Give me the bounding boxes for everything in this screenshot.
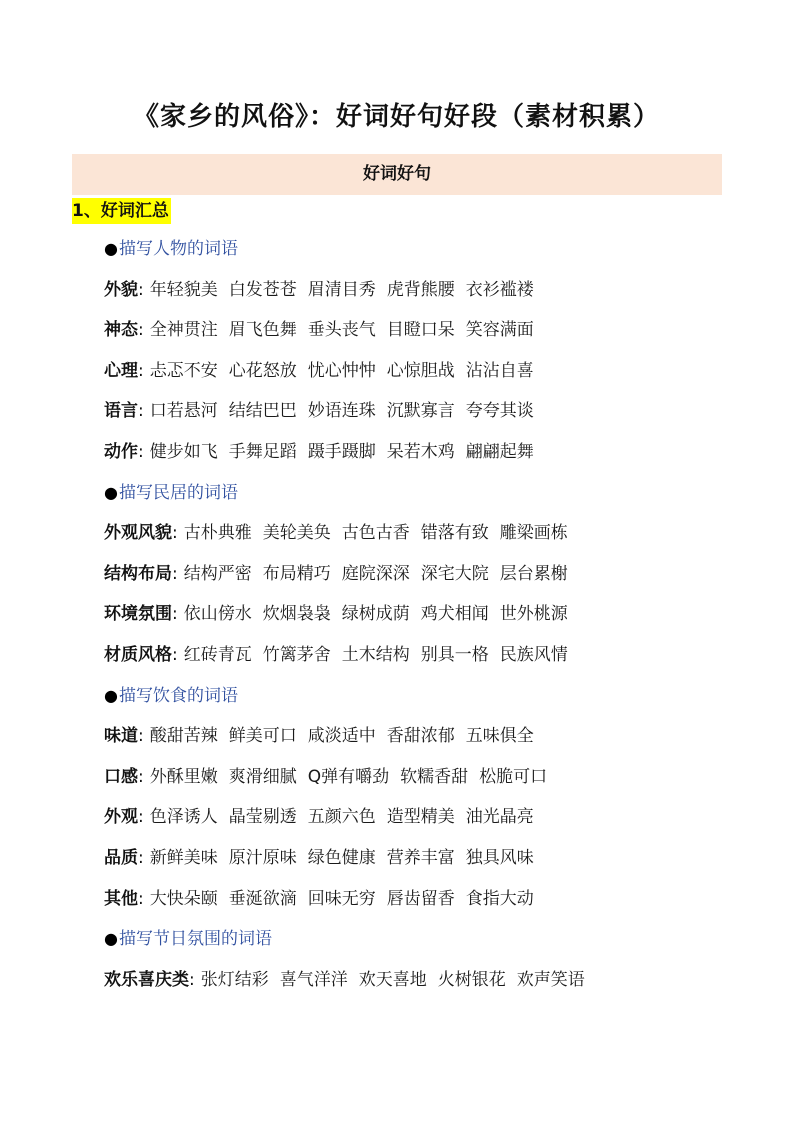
row-words	[150, 280, 545, 300]
word: 晶莹剔透	[228, 807, 297, 828]
word: 垂涎欲滴	[228, 888, 297, 909]
row-words	[184, 523, 579, 543]
row-words	[150, 889, 545, 909]
row-label: 材质风格	[104, 645, 172, 665]
bullet-icon: ●	[104, 685, 118, 705]
word: 咸淡适中	[307, 726, 376, 747]
word: 原汁原味	[228, 848, 297, 868]
category-heading-text: 描写节日氛围的词语	[118, 929, 272, 950]
word-row	[104, 357, 545, 385]
word: 炊烟袅袅	[262, 604, 331, 625]
word-row	[104, 966, 596, 994]
row-label: 其他	[104, 888, 138, 909]
row-words	[150, 726, 545, 746]
word: 妙语连珠	[307, 401, 376, 422]
word: 布局精巧	[262, 563, 331, 584]
word: 美轮美奂	[262, 523, 331, 544]
word: 新鲜美味	[149, 848, 218, 868]
row-colon: :	[138, 807, 144, 828]
word: 软糯香甜	[400, 766, 469, 787]
word: 香甜浓郁	[386, 726, 455, 747]
word: 心惊胆战	[386, 360, 455, 381]
word-row	[104, 519, 579, 547]
word: 层台累榭	[499, 563, 568, 584]
word: 深宅大院	[420, 563, 489, 584]
word: 忧心忡忡	[307, 360, 376, 381]
word: 呆若木鸡	[386, 442, 455, 462]
word: 大快朵颐	[149, 888, 218, 909]
word: 五颜六色	[307, 807, 376, 828]
bullet-icon: ●	[104, 929, 118, 949]
word: 爽滑细腻	[228, 766, 297, 787]
bullet-icon: ●	[104, 482, 118, 502]
row-label: 语言	[104, 401, 138, 422]
word: 年轻貌美	[149, 279, 218, 300]
word-row	[104, 316, 545, 344]
row-words	[150, 361, 545, 381]
row-label: 神态	[104, 320, 138, 341]
row-colon: :	[138, 848, 144, 868]
word: 眉飞色舞	[228, 320, 297, 341]
word-row	[104, 722, 545, 750]
word: 全神贯注	[149, 320, 218, 341]
word: 竹篱茅舍	[262, 645, 331, 665]
word: 色泽诱人	[149, 807, 218, 828]
word: 油光晶亮	[465, 807, 534, 828]
word: 鲜美可口	[228, 726, 297, 747]
word: 心花怒放	[228, 360, 297, 381]
word-row	[104, 276, 545, 304]
row-label: 外貌	[104, 279, 138, 300]
section-banner: 好词好句	[72, 154, 722, 195]
row-colon: :	[138, 279, 144, 300]
document-title: 《家乡的风俗》：好词好句好段（素材积累）	[132, 102, 660, 132]
word: 绿树成荫	[341, 604, 410, 625]
word: 世外桃源	[499, 604, 568, 625]
row-words	[150, 767, 558, 787]
row-colon: :	[138, 401, 144, 422]
word: 酸甜苦辣	[149, 726, 218, 747]
word: 古色古香	[341, 523, 410, 544]
row-label: 结构布局	[104, 563, 172, 584]
row-label: 外观风貌	[104, 523, 172, 544]
word: 绿色健康	[307, 848, 376, 868]
row-label: 品质	[104, 848, 138, 868]
bullet-icon: ●	[104, 239, 118, 258]
word: 手舞足蹈	[228, 442, 297, 462]
word: 笑容满面	[465, 320, 534, 341]
row-colon: :	[189, 969, 195, 990]
word: 依山傍水	[183, 604, 252, 625]
word-row	[104, 844, 545, 872]
word: 健步如飞	[149, 442, 218, 462]
word: 结结巴巴	[228, 401, 297, 422]
word: 红砖青瓦	[183, 645, 252, 665]
row-words	[201, 970, 596, 990]
row-label: 动作	[104, 442, 138, 462]
word-row	[104, 763, 558, 791]
row-colon: :	[138, 766, 144, 787]
row-words	[150, 401, 545, 421]
word: 眉清目秀	[307, 279, 376, 300]
word: 翩翩起舞	[465, 442, 534, 462]
word-row	[104, 885, 545, 913]
row-colon: :	[138, 360, 144, 381]
word: 结构严密	[183, 563, 252, 584]
category-heading	[104, 479, 238, 507]
word: 独具风味	[465, 848, 534, 868]
word: 欢天喜地	[358, 969, 427, 990]
category-heading-text: 描写人物的词语	[118, 239, 238, 259]
word: 口若悬河	[149, 401, 218, 422]
word: 别具一格	[420, 645, 489, 665]
word: 火树银花	[437, 969, 506, 990]
word: Q弹有嚼劲	[307, 766, 390, 787]
category-heading-text: 描写饮食的词语	[118, 685, 238, 706]
row-colon: :	[138, 320, 144, 341]
category-heading	[104, 682, 238, 710]
row-label: 外观	[104, 807, 138, 828]
word: 古朴典雅	[183, 523, 252, 544]
row-label: 味道	[104, 726, 138, 747]
word-row	[104, 641, 579, 669]
word-row	[104, 397, 545, 425]
word: 营养丰富	[386, 848, 455, 868]
word: 鸡犬相闻	[420, 604, 489, 625]
word: 喜气洋洋	[279, 969, 348, 990]
row-words	[184, 564, 579, 584]
word: 松脆可口	[479, 766, 548, 787]
category-heading	[104, 925, 272, 953]
word: 忐忑不安	[149, 360, 218, 381]
word: 张灯结彩	[200, 969, 269, 990]
row-words	[150, 807, 545, 827]
row-colon: :	[172, 563, 178, 584]
word: 沾沾自喜	[465, 360, 534, 381]
word: 沉默寡言	[386, 401, 455, 422]
word: 白发苍苍	[228, 279, 297, 300]
word-row	[104, 560, 579, 588]
row-words	[150, 848, 545, 868]
word: 夸夸其谈	[465, 401, 534, 422]
section-heading: 1、好词汇总	[72, 198, 171, 224]
word: 蹑手蹑脚	[307, 442, 376, 462]
row-words	[150, 442, 545, 462]
row-words	[184, 645, 579, 665]
word-row	[104, 438, 545, 466]
row-colon: :	[172, 645, 178, 665]
row-label: 口感	[104, 766, 138, 787]
word-row	[104, 600, 579, 628]
row-label: 心理	[104, 360, 138, 381]
row-colon: :	[172, 604, 178, 625]
word: 回味无穷	[307, 888, 376, 909]
word: 食指大动	[465, 888, 534, 909]
row-colon: :	[172, 523, 178, 544]
row-colon: :	[138, 442, 144, 462]
category-heading-text: 描写民居的词语	[118, 482, 238, 503]
word-row	[104, 803, 545, 831]
word: 造型精美	[386, 807, 455, 828]
word: 土木结构	[341, 645, 410, 665]
row-colon: :	[138, 726, 144, 747]
word: 虎背熊腰	[386, 279, 455, 300]
word: 垂头丧气	[307, 320, 376, 341]
row-words	[150, 320, 545, 340]
word: 欢声笑语	[516, 969, 585, 990]
word: 衣衫褴褛	[465, 279, 534, 300]
word: 唇齿留香	[386, 888, 455, 909]
word: 庭院深深	[341, 563, 410, 584]
word: 外酥里嫩	[149, 766, 218, 787]
row-label: 欢乐喜庆类	[104, 969, 189, 990]
word: 民族风情	[499, 645, 568, 665]
category-heading	[104, 235, 238, 263]
word: 雕梁画栋	[499, 523, 568, 544]
word: 错落有致	[420, 523, 489, 544]
row-colon: :	[138, 888, 144, 909]
row-words	[184, 604, 579, 624]
word: 目瞪口呆	[386, 320, 455, 341]
word: 五味俱全	[465, 726, 534, 747]
row-label: 环境氛围	[104, 604, 172, 625]
